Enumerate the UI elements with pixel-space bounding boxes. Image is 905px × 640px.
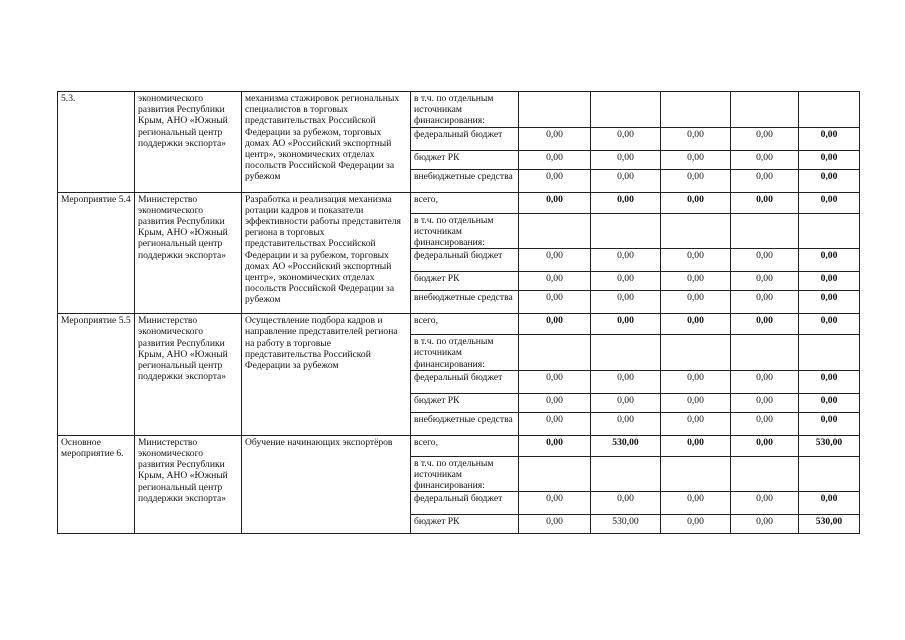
executor-cell bbox=[135, 314, 242, 436]
measure-number-cell bbox=[58, 435, 135, 534]
funding-value-cell: 0,00 bbox=[731, 393, 799, 412]
measure-number-cell-text: Мероприятие 5.4 bbox=[61, 193, 131, 205]
funding-table-page bbox=[57, 91, 859, 534]
funding-source-label: в т.ч. по отдельным источникам финансирования: bbox=[411, 213, 519, 249]
funding-value-cell: 0,00 bbox=[731, 291, 799, 314]
funding-source-label: федеральный бюджет bbox=[411, 249, 519, 272]
executor-cell-text: Министерство экономического развития Республики Крым, АНО «Южный региональный центр поддержки экспорта» bbox=[138, 193, 228, 261]
funding-value-cell: 0,00 bbox=[799, 192, 860, 213]
measure-description-cell bbox=[242, 314, 411, 436]
funding-value-cell: 0,00 bbox=[591, 272, 661, 291]
funding-source-label: бюджет РК bbox=[411, 272, 519, 291]
funding-source-label: федеральный бюджет bbox=[411, 492, 519, 515]
funding-value-cell bbox=[731, 92, 799, 128]
funding-value-cell: 0,00 bbox=[661, 314, 731, 335]
funding-value-cell: 0,00 bbox=[591, 314, 661, 335]
funding-value-cell: 0,00 bbox=[799, 291, 860, 314]
funding-value-cell bbox=[731, 335, 799, 371]
funding-value-cell: 0,00 bbox=[731, 370, 799, 393]
funding-value-cell bbox=[519, 335, 591, 371]
measure-description-cell-text: механизма стажировок региональных специалистов в торговых представительствах Российской Федерации за рубежом, торговых домах АО «Российский экспортный центр», экономических отделах посольств Российской Федерации за рубежом bbox=[245, 93, 400, 183]
measure-description-cell-text: Разработка и реализация механизма ротации кадров и показатели эффективности работы представителя региона в торговых представительствах Российской Федерации и за рубежом, торговых домах АО «Российский экспортный центр», экономических отделах посольств Российской Федерации за рубежом bbox=[245, 193, 401, 306]
funding-value-cell bbox=[591, 335, 661, 371]
funding-value-cell: 0,00 bbox=[731, 272, 799, 291]
measure-description-cell bbox=[242, 92, 411, 193]
funding-value-cell: 0,00 bbox=[661, 515, 731, 534]
funding-value-cell: 0,00 bbox=[731, 492, 799, 515]
funding-value-cell: 0,00 bbox=[519, 169, 591, 192]
funding-source-label: в т.ч. по отдельным источникам финансирования: bbox=[411, 335, 519, 371]
funding-value-cell: 0,00 bbox=[661, 370, 731, 393]
measure-number-cell bbox=[58, 192, 135, 314]
funding-value-cell: 0,00 bbox=[799, 393, 860, 412]
executor-cell bbox=[135, 92, 242, 193]
funding-value-cell: 0,00 bbox=[731, 127, 799, 150]
funding-value-cell: 0,00 bbox=[661, 435, 731, 456]
funding-value-cell: 0,00 bbox=[591, 169, 661, 192]
table-row bbox=[58, 314, 860, 335]
funding-value-cell: 0,00 bbox=[731, 412, 799, 435]
funding-value-cell bbox=[661, 456, 731, 492]
funding-value-cell: 0,00 bbox=[799, 272, 860, 291]
funding-source-label: внебюджетные средства bbox=[411, 169, 519, 192]
table-row bbox=[58, 92, 860, 128]
measure-description-cell bbox=[242, 192, 411, 314]
executor-cell-text: Министерство экономического развития Республики Крым, АНО «Южный региональный центр поддержки экспорта» bbox=[138, 315, 228, 383]
funding-value-cell: 0,00 bbox=[519, 393, 591, 412]
funding-value-cell bbox=[731, 213, 799, 249]
funding-value-cell bbox=[799, 335, 860, 371]
funding-value-cell bbox=[591, 213, 661, 249]
funding-value-cell bbox=[799, 213, 860, 249]
funding-source-label: бюджет РК bbox=[411, 150, 519, 169]
funding-value-cell: 0,00 bbox=[591, 370, 661, 393]
funding-value-cell bbox=[661, 92, 731, 128]
funding-value-cell: 0,00 bbox=[661, 393, 731, 412]
funding-value-cell: 0,00 bbox=[661, 127, 731, 150]
measure-number-cell-text: Основное мероприятие 6. bbox=[61, 436, 124, 460]
funding-value-cell: 0,00 bbox=[591, 393, 661, 412]
funding-value-cell: 0,00 bbox=[661, 192, 731, 213]
funding-source-label: федеральный бюджет bbox=[411, 370, 519, 393]
funding-value-cell: 530,00 bbox=[799, 435, 860, 456]
funding-value-cell: 0,00 bbox=[519, 192, 591, 213]
funding-value-cell bbox=[591, 92, 661, 128]
funding-table bbox=[57, 91, 860, 534]
funding-value-cell: 0,00 bbox=[799, 249, 860, 272]
funding-value-cell bbox=[731, 456, 799, 492]
funding-value-cell: 0,00 bbox=[591, 412, 661, 435]
funding-source-label: в т.ч. по отдельным источникам финансирования: bbox=[411, 456, 519, 492]
funding-value-cell: 0,00 bbox=[519, 150, 591, 169]
funding-value-cell: 0,00 bbox=[799, 127, 860, 150]
measure-description-cell bbox=[242, 435, 411, 534]
funding-value-cell: 0,00 bbox=[591, 291, 661, 314]
funding-value-cell: 0,00 bbox=[731, 192, 799, 213]
funding-value-cell bbox=[799, 92, 860, 128]
funding-value-cell: 0,00 bbox=[661, 272, 731, 291]
funding-value-cell: 0,00 bbox=[519, 515, 591, 534]
measure-description-cell-text: Осуществление подбора кадров и направление представителей региона на работу в торговые представительства Российской Федерации за рубежом bbox=[245, 315, 398, 372]
funding-value-cell bbox=[519, 92, 591, 128]
funding-value-cell: 0,00 bbox=[661, 291, 731, 314]
executor-cell bbox=[135, 192, 242, 314]
funding-value-cell: 0,00 bbox=[661, 169, 731, 192]
executor-cell bbox=[135, 435, 242, 534]
funding-source-label: внебюджетные средства bbox=[411, 291, 519, 314]
funding-value-cell: 0,00 bbox=[799, 150, 860, 169]
funding-value-cell: 0,00 bbox=[519, 272, 591, 291]
funding-value-cell: 0,00 bbox=[661, 412, 731, 435]
funding-value-cell: 0,00 bbox=[799, 169, 860, 192]
funding-value-cell: 0,00 bbox=[519, 492, 591, 515]
funding-value-cell: 0,00 bbox=[591, 249, 661, 272]
funding-value-cell: 0,00 bbox=[731, 515, 799, 534]
funding-value-cell: 0,00 bbox=[799, 370, 860, 393]
executor-cell-text: экономического развития Республики Крым, АНО «Южный региональный центр поддержки экспорта» bbox=[138, 93, 228, 149]
funding-value-cell: 0,00 bbox=[519, 249, 591, 272]
funding-value-cell: 0,00 bbox=[519, 291, 591, 314]
funding-source-label: всего, bbox=[411, 192, 519, 213]
table-row bbox=[58, 192, 860, 213]
funding-value-cell bbox=[661, 213, 731, 249]
funding-source-label: в т.ч. по отдельным источникам финансирования: bbox=[411, 92, 519, 128]
funding-value-cell: 0,00 bbox=[731, 314, 799, 335]
funding-value-cell: 0,00 bbox=[591, 150, 661, 169]
funding-table-body bbox=[58, 92, 860, 534]
funding-value-cell: 0,00 bbox=[591, 492, 661, 515]
measure-number-cell bbox=[58, 92, 135, 193]
funding-value-cell: 0,00 bbox=[799, 492, 860, 515]
measure-description-cell-text: Обучение начинающих экспортёров bbox=[245, 436, 393, 448]
funding-value-cell: 0,00 bbox=[661, 150, 731, 169]
funding-source-label: внебюджетные средства bbox=[411, 412, 519, 435]
funding-value-cell: 530,00 bbox=[799, 515, 860, 534]
measure-number-cell-text: 5.3. bbox=[61, 93, 76, 104]
funding-value-cell: 0,00 bbox=[519, 127, 591, 150]
funding-value-cell: 0,00 bbox=[799, 412, 860, 435]
executor-cell-text: Министерство экономического развития Республики Крым, АНО «Южный региональный центр поддержки экспорта» bbox=[138, 436, 228, 504]
funding-value-cell bbox=[591, 456, 661, 492]
funding-value-cell: 0,00 bbox=[731, 435, 799, 456]
funding-value-cell bbox=[519, 456, 591, 492]
funding-value-cell: 0,00 bbox=[591, 192, 661, 213]
funding-source-label: всего, bbox=[411, 435, 519, 456]
funding-value-cell: 0,00 bbox=[731, 150, 799, 169]
measure-number-cell bbox=[58, 314, 135, 436]
funding-value-cell: 530,00 bbox=[591, 435, 661, 456]
funding-value-cell: 0,00 bbox=[661, 249, 731, 272]
funding-value-cell bbox=[661, 335, 731, 371]
funding-source-label: бюджет РК bbox=[411, 393, 519, 412]
measure-number-cell-text: Мероприятие 5.5 bbox=[61, 315, 131, 327]
table-row bbox=[58, 435, 860, 456]
funding-value-cell: 0,00 bbox=[519, 412, 591, 435]
funding-value-cell: 0,00 bbox=[731, 249, 799, 272]
funding-value-cell: 0,00 bbox=[519, 435, 591, 456]
funding-value-cell: 0,00 bbox=[661, 492, 731, 515]
funding-value-cell: 0,00 bbox=[731, 169, 799, 192]
funding-value-cell: 0,00 bbox=[591, 127, 661, 150]
funding-value-cell bbox=[799, 456, 860, 492]
funding-value-cell: 0,00 bbox=[799, 314, 860, 335]
funding-value-cell: 0,00 bbox=[519, 314, 591, 335]
funding-value-cell: 0,00 bbox=[519, 370, 591, 393]
funding-source-label: всего, bbox=[411, 314, 519, 335]
funding-value-cell: 530,00 bbox=[591, 515, 661, 534]
funding-source-label: бюджет РК bbox=[411, 515, 519, 534]
funding-value-cell bbox=[519, 213, 591, 249]
funding-source-label: федеральный бюджет bbox=[411, 127, 519, 150]
